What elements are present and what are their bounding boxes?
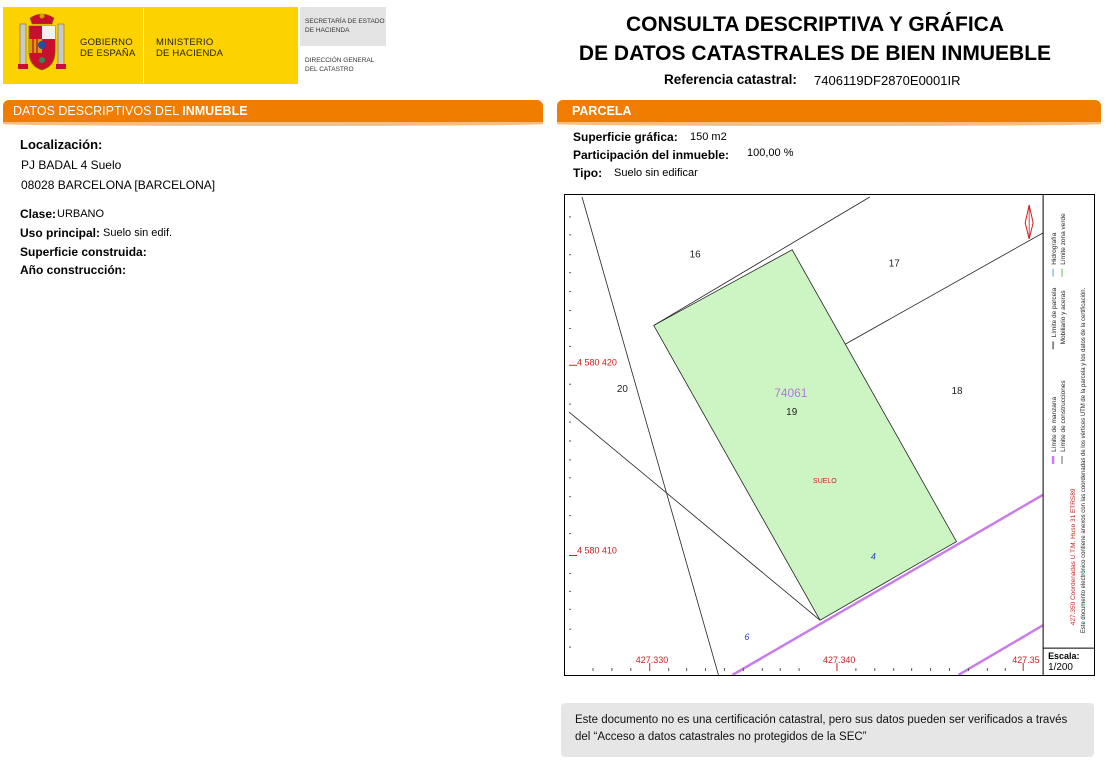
secretaria-name [305, 17, 385, 35]
parcel-polygon[interactable] [654, 250, 957, 620]
direccion-line1: DIRECCIÓN GENERAL [305, 57, 375, 64]
document-title [560, 10, 1070, 68]
ref-catastral-value: 7406119DF2870E0001IR [814, 73, 961, 88]
neighbor-17-label: 17 [888, 258, 900, 270]
left-tick-marks [569, 217, 571, 647]
address-line2: 08028 BARCELONA [BARCELONA] [21, 178, 216, 192]
secretaria-line2: DE HACIENDA [305, 27, 350, 34]
parcela-bar [557, 100, 1101, 122]
gov-line2: DE ESPAÑA [80, 48, 136, 59]
title-line2: DE DATOS CATASTRALES DE BIEN INMUEBLE [578, 42, 1052, 65]
legend-mobiliario: Mobiliario y aceras [1060, 290, 1068, 345]
ministry-line1: MINISTERIO [156, 37, 214, 48]
x-coordinate-label: 427.340 [823, 655, 856, 666]
disclaimer-text: Este documento no es una certificación catastral, pero sus datos pueden ser verificados a través del “Acceso a datos catastrales no protegidos de la SEC” [575, 714, 1068, 743]
north-arrow-icon [1025, 205, 1033, 239]
tipo-value: Suelo sin edificar [614, 167, 698, 179]
direccion-name [305, 56, 374, 74]
legend-zona-verde: Límite zona verde [1060, 213, 1068, 265]
gov-line1: GOBIERNO [80, 37, 133, 48]
neighbor-18-label: 18 [951, 386, 963, 398]
uso-principal-value: Suelo sin edif. [103, 227, 173, 239]
bottom-tick-marks [593, 668, 1005, 671]
ref-catastral-label: Referencia catastral: [664, 72, 797, 87]
clase-value: URBANO [57, 208, 105, 220]
escala-label: Escala: [1048, 651, 1080, 662]
y-coordinate-label: 4 580 420 [577, 357, 617, 368]
superficie-construida-label: Superficie construida: [20, 245, 147, 259]
clase-label: Clase: [20, 207, 57, 221]
anio-construccion-label: Año construcción: [20, 263, 127, 277]
neighbor-16-label: 16 [689, 249, 701, 261]
localizacion-label: Localización: [20, 137, 103, 152]
title-line1: CONSULTA DESCRIPTIVA Y GRÁFICA [625, 13, 1005, 36]
ministry-name [156, 37, 223, 59]
address-line1: PJ BADAL 4 Suelo [21, 158, 122, 172]
superficie-grafica-label: Superficie gráfica: [573, 130, 678, 144]
header-divider [143, 8, 144, 83]
secretaria-line1: SECRETARÍA DE ESTADO [305, 18, 385, 25]
map-legend [1051, 213, 1087, 633]
bar-text-normal: DATOS DESCRIPTIVOS DEL [13, 104, 183, 118]
ministry-line2: DE HACIENDA [156, 48, 224, 59]
street-number-label: 6 [744, 632, 750, 643]
street-number-label: 4 [870, 551, 876, 562]
cadastral-map[interactable] [564, 194, 1095, 676]
datos-descriptivos-title [13, 100, 248, 122]
legend-construcciones: Límite de construcciones [1060, 380, 1068, 452]
tipo-label: Tipo: [573, 166, 603, 180]
legend-parcela: Límite de parcela [1051, 287, 1059, 338]
participacion-label: Participación del inmueble: [573, 148, 730, 162]
parcela-title: PARCELA [572, 104, 632, 118]
parcel-number-label: 19 [786, 407, 798, 419]
legend-manzana: Límite de manzana [1051, 396, 1059, 452]
neighbor-20-label: 20 [616, 384, 628, 396]
participacion-value: 100,00 % [747, 147, 794, 159]
coat-of-arms-logo [14, 12, 70, 78]
direccion-line2: DEL CATASTRO [305, 66, 354, 73]
parcel-use-label: SUELO [813, 477, 837, 485]
legend-hidrografia: Hidrografía [1051, 232, 1059, 265]
left-bar-shadow [3, 122, 543, 126]
escala-value: 1/200 [1048, 662, 1073, 674]
uso-principal-label: Uso principal: [20, 226, 101, 240]
x-coordinate-label: 427.330 [635, 655, 669, 666]
legend-annex-note: Este documento electrónico contiene anexos con las coordenadas de los vértices UTM de la parcela y los datos de la certificación. [1080, 287, 1087, 634]
bar-text-bold: INMUEBLE [182, 104, 248, 118]
parcel-ref-label: 74061 [774, 386, 808, 401]
parcel-boundary-line [582, 197, 718, 675]
block-limit-line [958, 625, 1043, 675]
legend-coords-note: 427.350 Coordenadas U.T.M. Huso 31 ETRS89 [1069, 488, 1077, 626]
right-bar-shadow [557, 122, 1101, 126]
parcel-boundary-line [845, 233, 1043, 345]
x-coordinate-label: 427.35 [1012, 655, 1040, 666]
superficie-grafica-value: 150 m2 [690, 131, 727, 143]
y-coordinate-label: 4 580 410 [577, 545, 617, 556]
government-name [80, 37, 135, 59]
